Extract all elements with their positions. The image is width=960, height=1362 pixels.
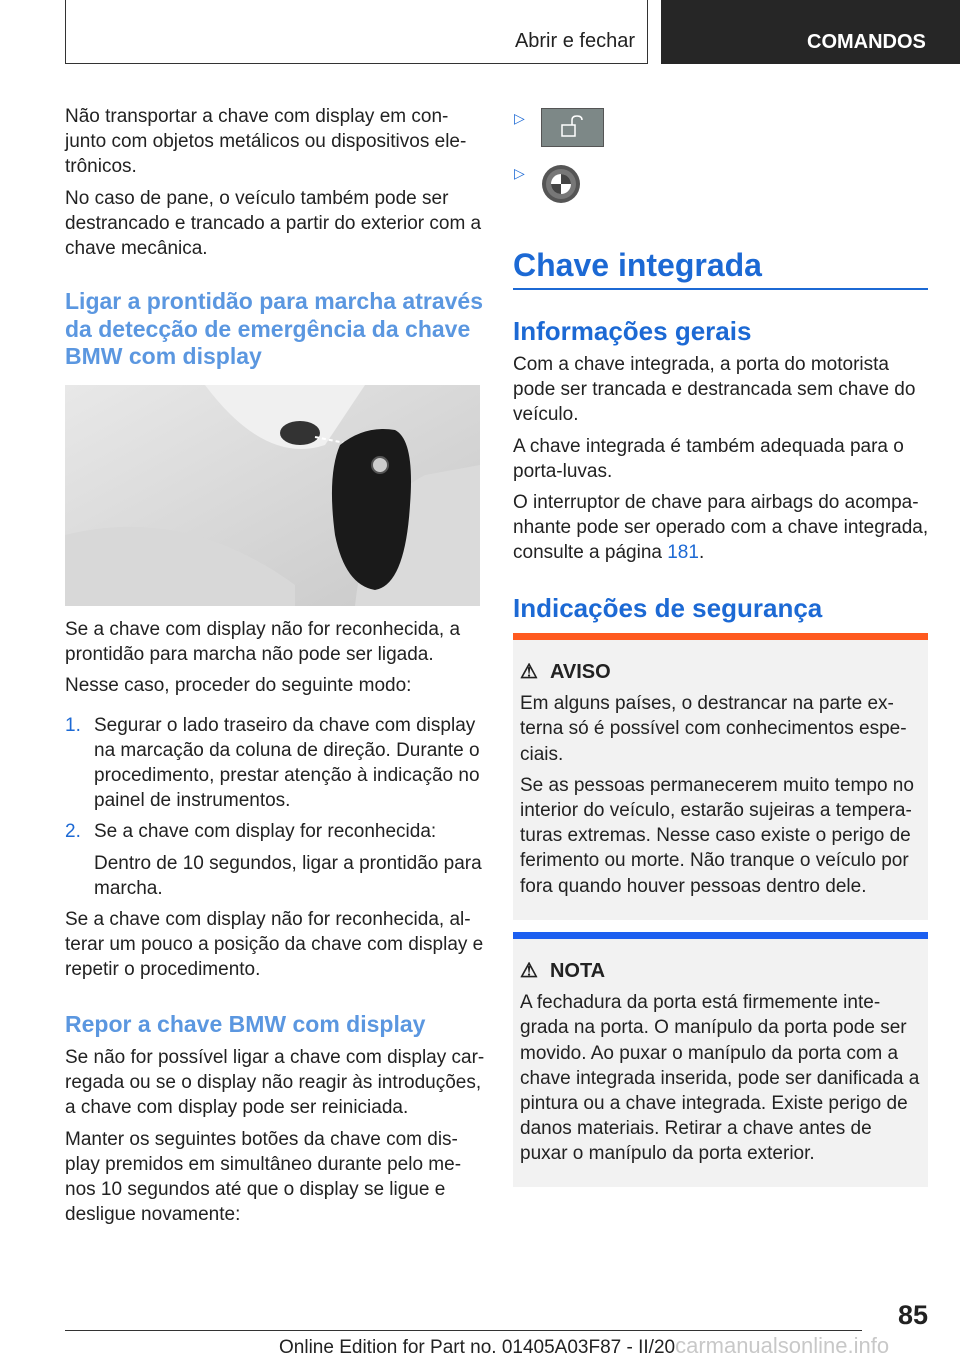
list-item	[65, 713, 485, 814]
paragraph: Manter os seguintes botões da chave com dis-play premidos em simultâneo durante pelo me-nos 10 segundos até que o display se ligue e desligue novamente:	[65, 1128, 462, 1226]
paragraph: A chave integrada é também adequada para o porta-luvas.	[513, 435, 904, 482]
left-intro	[65, 104, 485, 267]
paragraph: Com a chave integrada, a porta do motorista pode ser trancada e destrancada sem chave do veículo.	[513, 354, 916, 426]
paragraph: Não transportar a chave com display em con-junto com objetos metálicos ou dispositivos ele-trônicos.	[65, 106, 467, 178]
footer-rule	[65, 1330, 862, 1331]
watermark: carmanualsonline.info	[675, 1333, 890, 1358]
paragraph: No caso de pane, o veículo também pode ser destrancado e trancado a partir do exterior com a chave mecânica.	[65, 187, 482, 260]
warning-title	[520, 660, 921, 685]
step-text: Se a chave com display for reconhecida:	[94, 821, 437, 843]
text: .	[698, 542, 705, 564]
footer	[279, 1333, 889, 1359]
title-rule	[513, 288, 928, 290]
step-number: 1.	[65, 714, 81, 736]
warning-bar	[513, 633, 928, 640]
text: O interruptor de chave para airbags do acompa-nhante pode ser operado com a chave integrada, consulte a página	[513, 492, 929, 564]
note-title	[520, 959, 921, 984]
paragraph: Se as pessoas permanecerem muito tempo no interior do veículo, estarão sujeiras a tempera-turas extremas. Nesse caso existe o perigo de ferimento ou morte. Não tranque o veículo por fora quando houver pessoas dentro dele.	[520, 774, 914, 897]
bmw-logo-button-icon	[541, 164, 581, 204]
header-chapter-tab: COMANDOS	[661, 0, 960, 64]
warning-label: AVISO	[549, 661, 611, 683]
paragraph: Se a chave com display não for reconhecida, a prontidão para marcha não pode ser ligada.	[65, 619, 461, 666]
steps-list	[65, 713, 485, 845]
left-body	[65, 617, 485, 989]
paragraph	[513, 490, 931, 566]
paragraph: A fechadura da porta está firmemente inte-grada na porta. O manípulo da porta pode ser movido. Ao puxar o manípulo da porta com a chave integrada inserida, pode ser danificada a pintura ou a chave integrada. Existe perigo de danos materiais. Retirar a chave antes de puxar o manípulo da porta exterior.	[520, 992, 920, 1165]
warning-box	[513, 633, 928, 920]
note-label: NOTA	[549, 960, 606, 982]
bullet-triangle-icon: ▷	[514, 110, 525, 126]
paragraph: Nesse caso, proceder do seguinte modo:	[65, 675, 412, 697]
note-box	[513, 932, 928, 1187]
page-link[interactable]: 181	[667, 542, 699, 564]
paragraph: Se não for possível ligar a chave com display car-regada ou se o display não reagir às introduções, a chave com display pode ser reiniciada.	[65, 1047, 485, 1119]
step-sub-text: Dentro de 10 segundos, ligar a prontidão para marcha.	[94, 852, 482, 899]
paragraph: Se a chave com display não for reconhecida, al-terar um pouco a posição da chave com display e repetir o procedimento.	[65, 909, 484, 981]
left-heading-2: Repor a chave BMW com display	[65, 1011, 426, 1037]
bullet-triangle-icon: ▷	[514, 165, 525, 181]
heading-general-info: Informações gerais	[513, 316, 752, 346]
unlock-button-icon	[541, 108, 604, 147]
heading-safety: Indicações de segurança	[513, 593, 823, 623]
step-text: Segurar o lado traseiro da chave com display na marcação da coluna de direção. Durante o procedimento, prestar atenção à indicação no painel de instrumentos.	[94, 714, 480, 812]
warning-triangle-icon: ⚠	[520, 661, 538, 683]
left-body-2	[65, 1045, 485, 1233]
warning-triangle-icon: ⚠	[520, 960, 538, 982]
step-number: 2.	[65, 821, 81, 843]
list-item	[65, 819, 485, 844]
left-heading-1: Ligar a prontidão para marcha através da detecção de emergência da chave BMW com display	[65, 288, 483, 369]
section-title: Chave integrada	[513, 247, 762, 283]
right-body	[513, 352, 931, 572]
header-section: Abrir e fechar	[514, 30, 635, 52]
note-bar	[513, 932, 928, 939]
edition-text: Online Edition for Part no. 01405A03F87 - II/20	[279, 1337, 676, 1358]
paragraph: Em alguns países, o destrancar na parte ex-terna só é possível com conhecimentos espe-ciais.	[520, 693, 907, 765]
page-number: 85	[897, 1300, 928, 1330]
key-at-steering-column-illustration	[65, 385, 480, 606]
